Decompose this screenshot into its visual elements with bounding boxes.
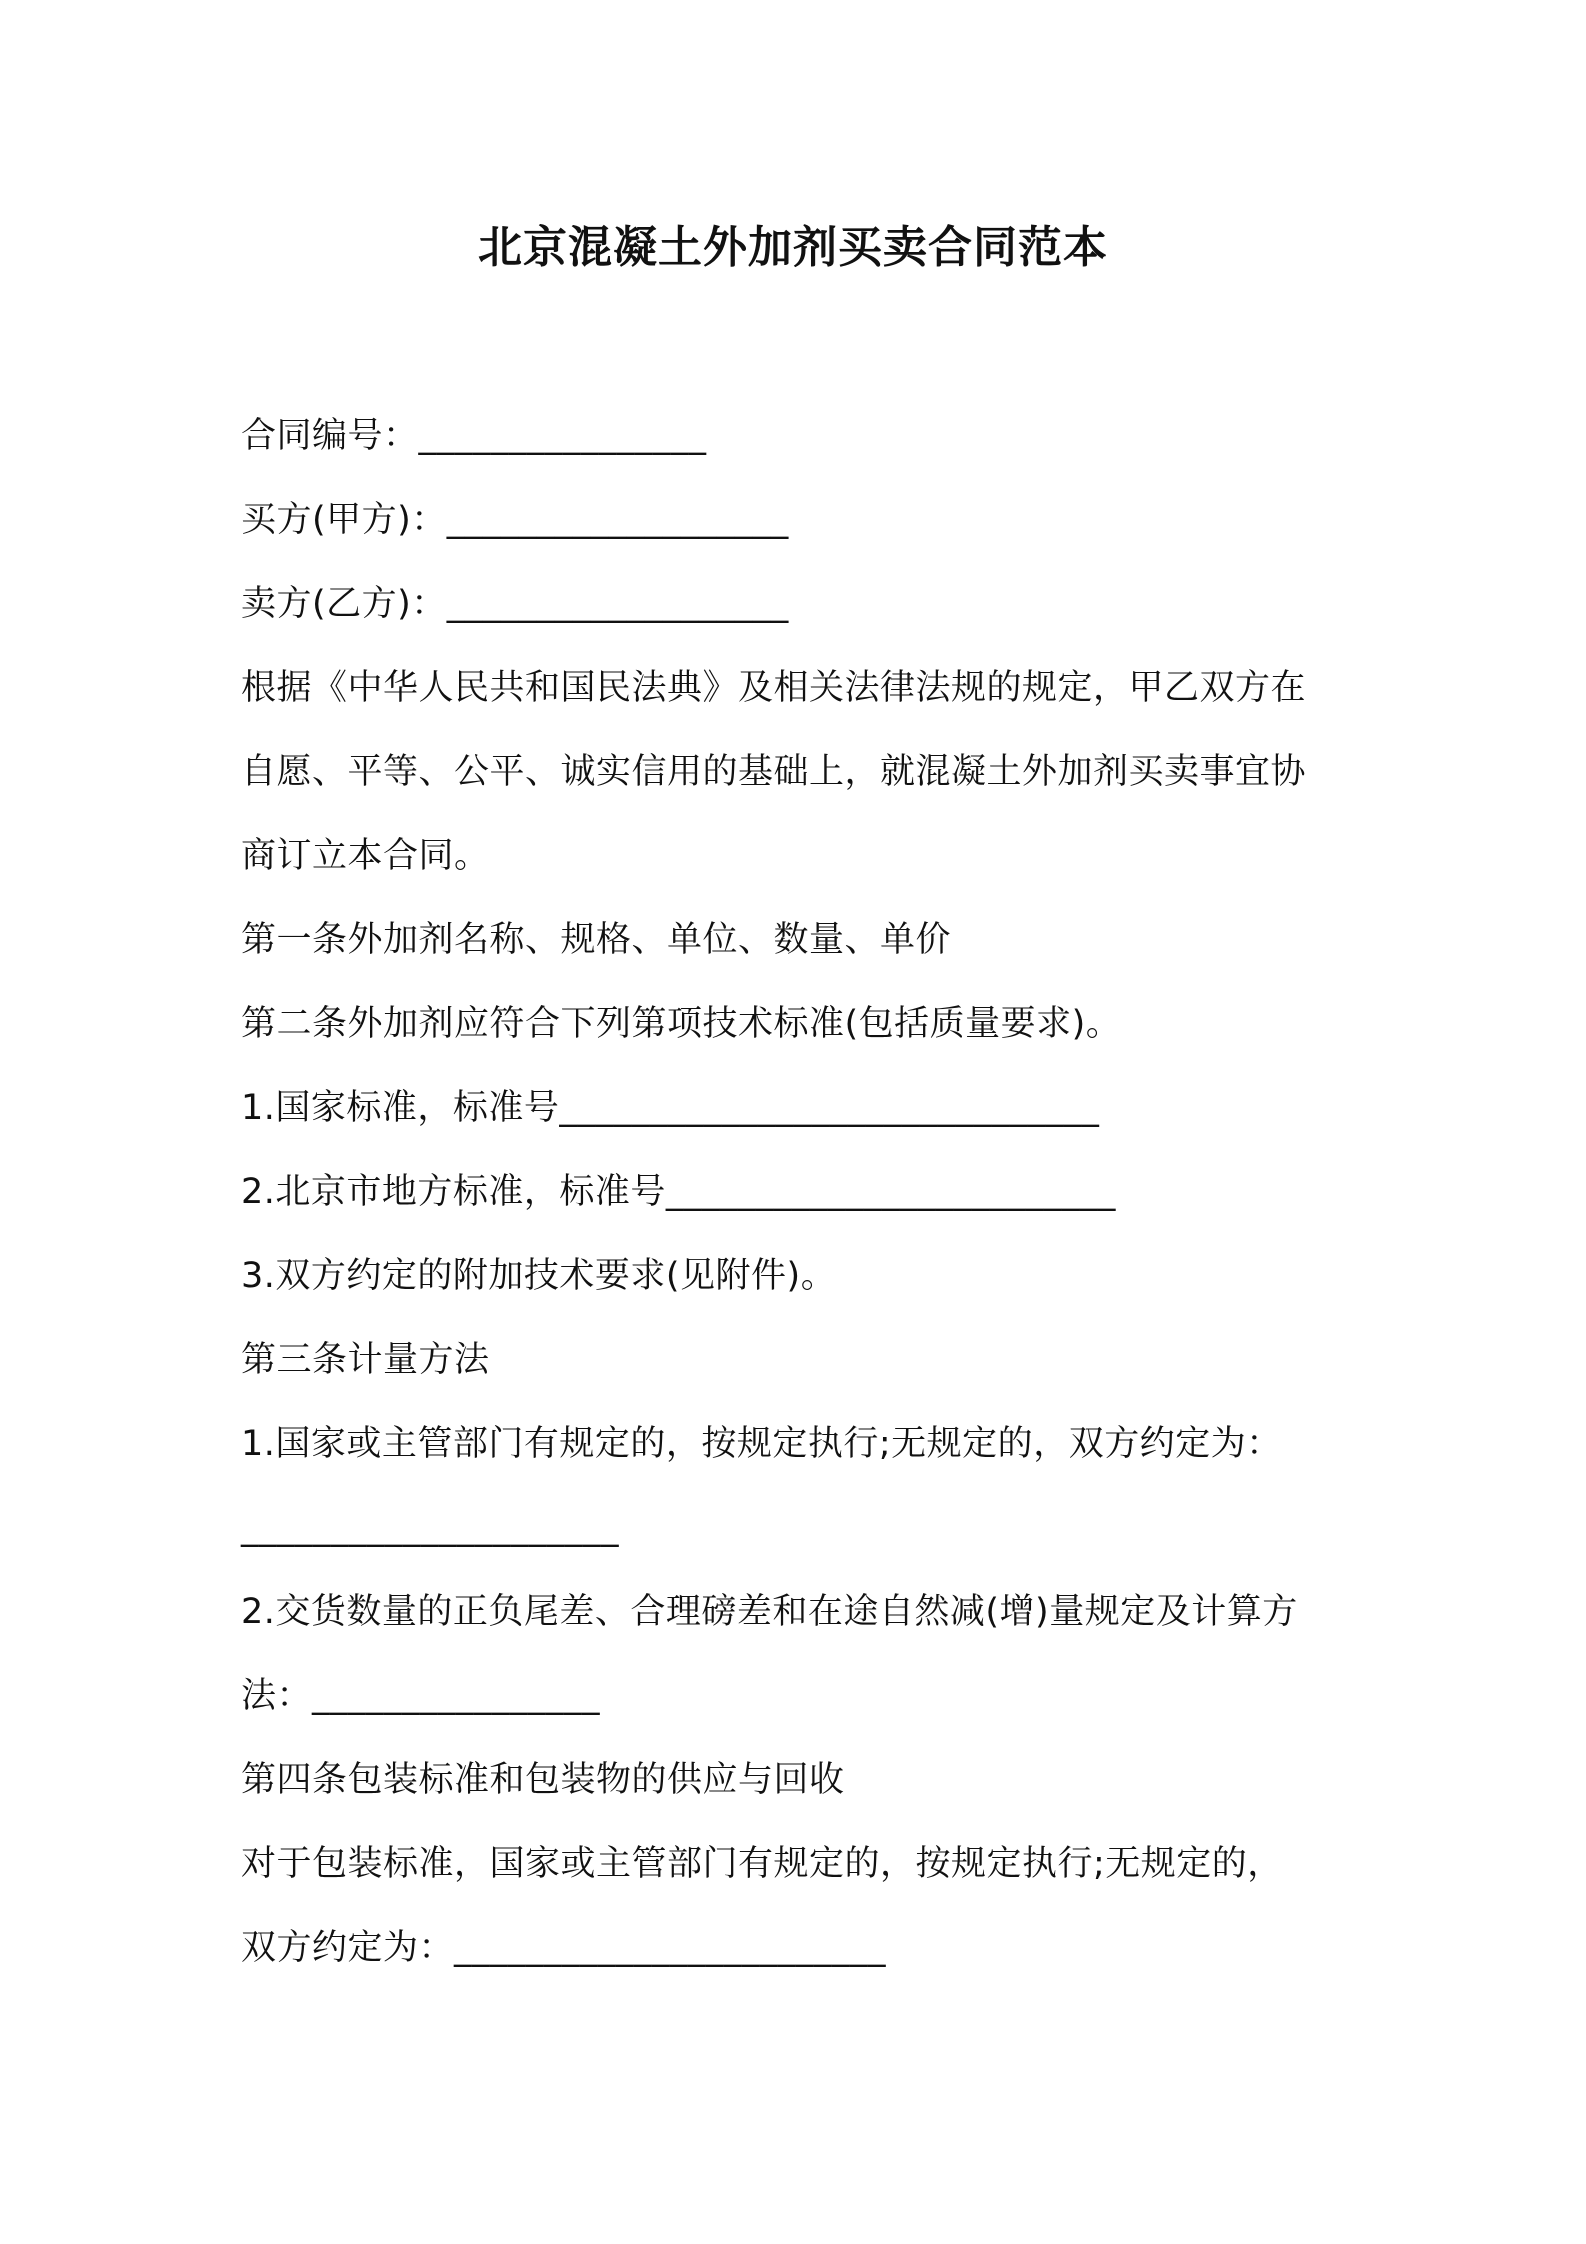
article-4-heading: 第四条包装标准和包装物的供应与回收 — [241, 1760, 845, 1800]
seller-line: 卖方(乙方)：___________________ — [241, 584, 789, 624]
preamble-line-2: 自愿、平等、公平、诚实信用的基础上，就混凝土外加剂买卖事宜协 — [241, 752, 1307, 792]
buyer-line: 买方(甲方)：___________________ — [241, 500, 789, 540]
article-2-item-1: 1.国家标准，标准号______________________________ — [241, 1088, 1100, 1128]
article-3-item-1: 1.国家或主管部门有规定的，按规定执行;无规定的，双方约定为： — [241, 1424, 1282, 1464]
article-3-item-1-blank: _____________________ — [241, 1508, 619, 1548]
preamble-line-3: 商订立本合同。 — [241, 836, 490, 876]
article-4-text-2: 双方约定为：________________________ — [241, 1928, 887, 1968]
document-title: 北京混凝土外加剂买卖合同范本 — [478, 222, 1108, 273]
article-3-heading: 第三条计量方法 — [241, 1340, 490, 1380]
contract-number-line: 合同编号：________________ — [241, 416, 707, 456]
article-2-heading: 第二条外加剂应符合下列第项技术标准(包括质量要求)。 — [241, 1004, 1122, 1044]
article-3-item-2-cont: 法：________________ — [241, 1676, 601, 1716]
article-1-heading: 第一条外加剂名称、规格、单位、数量、单价 — [241, 920, 952, 960]
article-3-item-2: 2.交货数量的正负尾差、合理磅差和在途自然减(增)量规定及计算方 — [241, 1592, 1298, 1632]
preamble-line-1: 根据《中华人民共和国民法典》及相关法律法规的规定，甲乙双方在 — [241, 668, 1307, 708]
article-2-item-3: 3.双方约定的附加技术要求(见附件)。 — [241, 1256, 837, 1296]
article-4-text-1: 对于包装标准，国家或主管部门有规定的，按规定执行;无规定的， — [241, 1844, 1283, 1884]
article-2-item-2: 2.北京市地方标准，标准号_________________________ — [241, 1172, 1116, 1212]
